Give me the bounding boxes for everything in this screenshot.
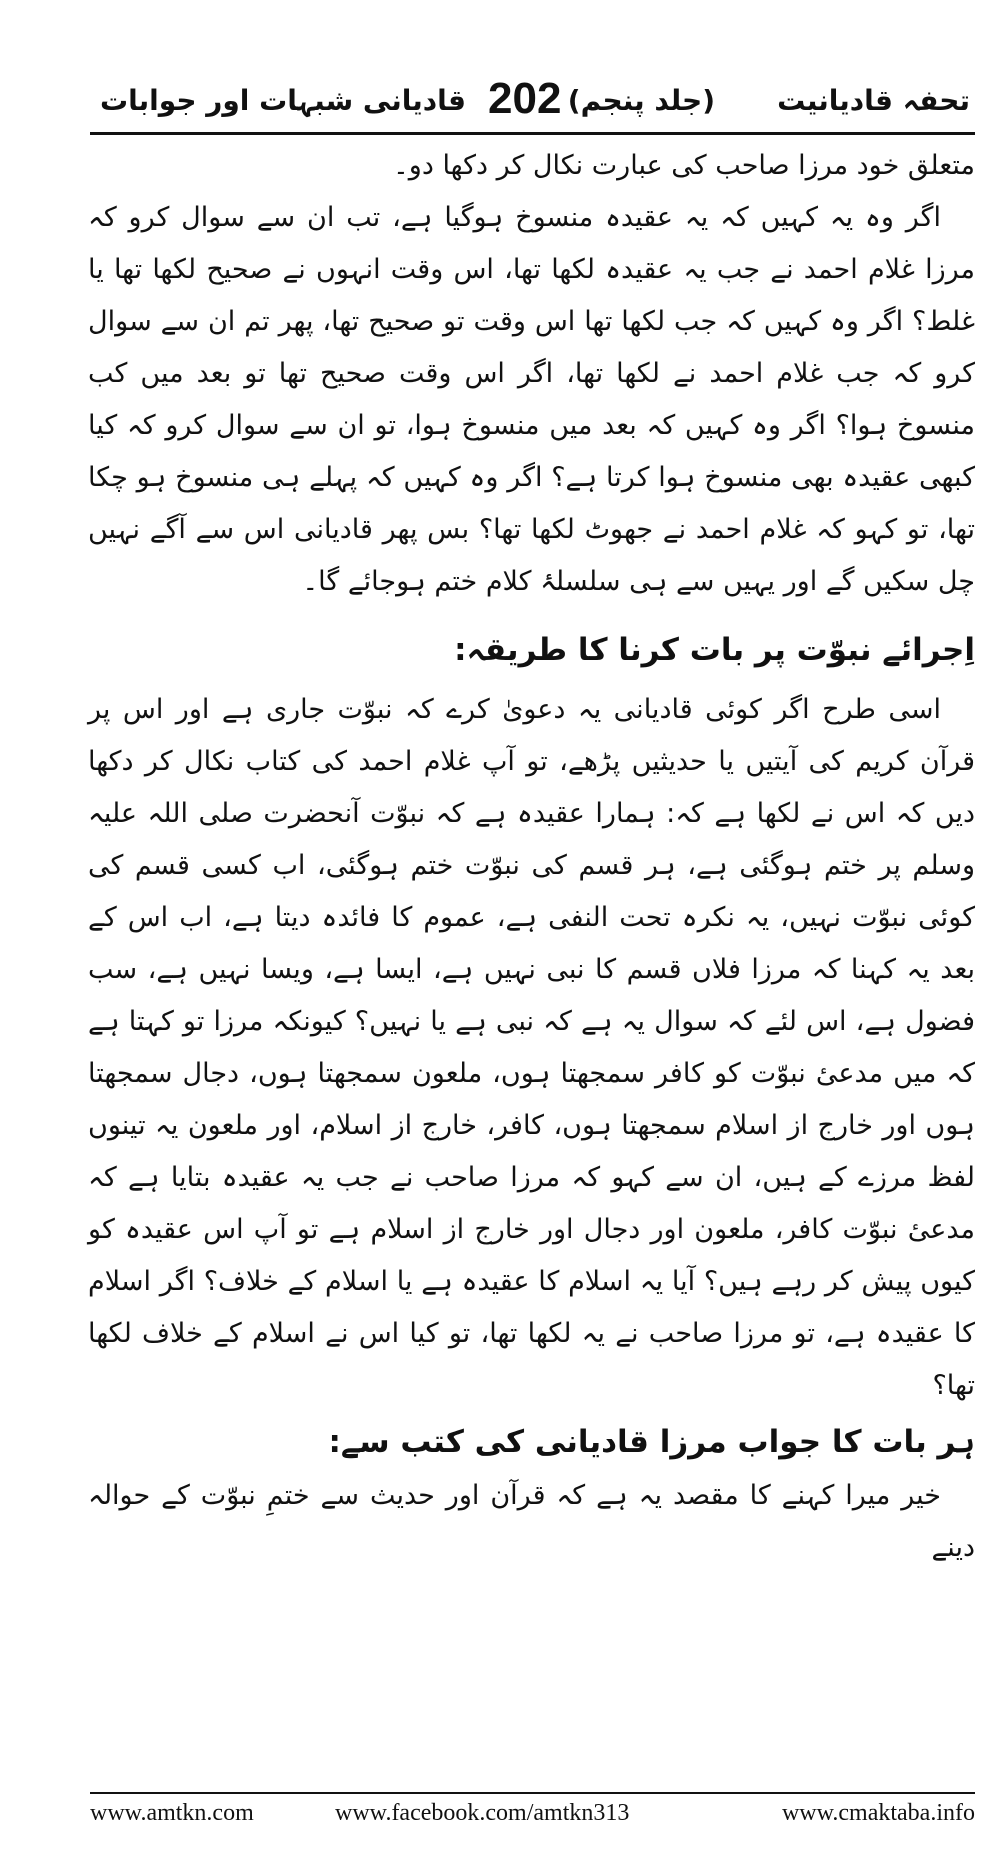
section-heading-prophethood: اِجرائے نبوّت پر بات کرنا کا طریقہ:: [454, 632, 975, 668]
page-header: [90, 74, 970, 128]
paragraph-prophethood: اسی طرح اگر کوئی قادیانی یہ دعویٰ کرے کہ نبوّت جاری ہے اور اس پر قرآن کریم کی آیتیں یا حدیثیں پڑھے، تو آپ غلام احمد کی کتاب نکال کر دکھا دیں کہ اس نے لکھا ہے کہ: ہمارا عقیدہ ہے کہ نبوّت آنحضرت صلی اللہ علیہ وسلم پر ختم ہوگئی ہے، ہر قسم کی نبوّت ختم ہوگئی، اب کسی قسم کی کوئی نبوّت نہیں، یہ نکرہ تحت النفی ہے، عموم کا فائدہ دیتا ہے، اب اس کے بعد یہ کہنا کہ مرزا فلاں قسم کا نبی نہیں ہے، ایسا ہے، ویسا نہیں ہے، سب فضول ہے، اس لئے کہ سوال یہ ہے کہ نبی ہے یا نہیں؟ کیونکہ مرزا تو کہتا ہے کہ میں مدعیٔ نبوّت کو کافر سمجھتا ہوں، ملعون سمجھتا ہوں، دجال سمجھتا ہوں اور خارج از اسلام سمجھتا ہوں، کافر، خارج از اسلام، اور ملعون یہ تینوں لفظ مرزے کے ہیں، ان سے کہو کہ مرزا صاحب نے جب یہ عقیدہ بتایا ہے کہ مدعیٔ نبوّت کافر، ملعون اور دجال اور خارج از اسلام ہے تو آپ اس عقیدہ کو کیوں پیش کر رہے ہیں؟ آیا یہ اسلام کا عقیدہ ہے یا اسلام کے خلاف؟ اگر اسلام کا عقیدہ ہے، تو مرزا صاحب نے یہ لکھا تھا، تو کیا اس نے اسلام کے خلاف لکھا تھا؟: [88, 694, 975, 1401]
paragraph-continuation: متعلق خود مرزا صاحب کی عبارت نکال کر دکھا دو۔: [392, 150, 975, 181]
footer-link-facebook[interactable]: www.facebook.com/amtkn313: [335, 1800, 630, 1826]
book-title: تحفہ قادیانیت: [777, 84, 970, 117]
paragraph-abrogation: اگر وہ یہ کہیں کہ یہ عقیدہ منسوخ ہوگیا ہے، تب ان سے سوال کرو کہ مرزا غلام احمد نے جب یہ عقیدہ لکھا تھا، اس وقت انہوں نے صحیح لکھا تھا یا غلط؟ اگر وہ کہیں کہ جب لکھا تھا اس وقت تو صحیح تھا، پھر تم ان سے سوال کرو کہ جب غلام احمد نے لکھا تھا، اگر اس وقت صحیح تھا تو بعد میں کب منسوخ ہوا؟ اگر وہ کہیں کہ بعد میں منسوخ ہوا، تو ان سے سوال کرو کہ کیا کبھی عقیدہ بھی منسوخ ہوا کرتا ہے؟ اگر وہ کہیں کہ پہلے ہی منسوخ ہو چکا تھا، تو کہو کہ غلام احمد نے جھوٹ لکھا تھا؟ بس پھر قادیانی اس سے آگے نہیں چل سکیں گے اور یہیں سے ہی سلسلۂ کلام ختم ہوجائے گا۔: [88, 202, 975, 597]
header-divider: [90, 132, 975, 135]
volume-label: (جلد پنجم): [567, 84, 715, 117]
page-number: 202: [488, 74, 562, 123]
footer-link-cmaktaba[interactable]: www.cmaktaba.info: [781, 1800, 975, 1826]
paragraph-answers: خیر میرا کہنے کا مقصد یہ ہے کہ قرآن اور حدیث سے ختمِ نبوّت کے حوالہ دینے: [88, 1480, 975, 1563]
page-body: [88, 140, 975, 1574]
chapter-title: قادیانی شبہات اور جوابات: [100, 84, 466, 117]
footer-divider: [90, 1792, 975, 1794]
section-heading-answers: ہر بات کا جواب مرزا قادیانی کی کتب سے:: [328, 1424, 975, 1460]
footer-link-amtkn[interactable]: www.amtkn.com: [90, 1800, 254, 1826]
page-footer: [90, 1796, 975, 1836]
